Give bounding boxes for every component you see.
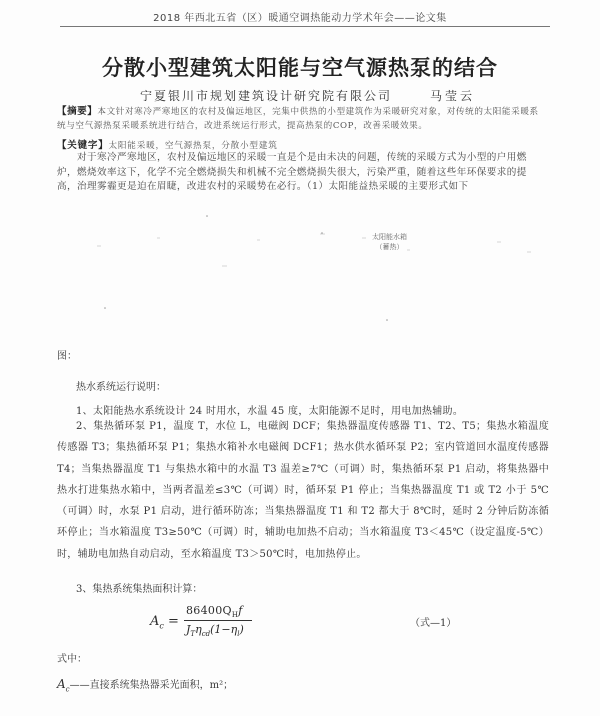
equation-numerator: $86400Q_Hf$ [186,604,243,620]
faint-diagram-marks [97,234,531,266]
equation-denominator: $J_T\eta_{cd}(1-\eta_l)$ [186,623,244,639]
author-name: 马莹云 [430,89,476,103]
equation-tag: （式—1） [410,618,457,629]
system-diagram [57,188,547,338]
intro-paragraph: 对于寒冷严寒地区，农村及偏远地区的采暖一直是个是由未决的问题，传统的采暖方式为小型的户用燃炉，燃烧效率这下，化学不完全燃烧损失和机械不完全燃烧损失很大，污染严重，随着这些年环保要求的提高，治理雾霾更是迫在眉睫，改进农村的采暖势在必行。（1）太阳能益热采暖的主要形式如下 [57,152,527,192]
def-text: ——直接系统集热器采光面积，m²； [69,680,234,691]
header-rule [60,26,550,27]
abstract-text: 本文针对寒冷严寒地区的农村及偏远地区，完集中供热的小型建筑作为采暖研究对象，对传统的太阳能采暖系统与空气源热泵采暖系统进行结合，改进系统运行形式，提高热泵的COP，改善采暖效果。 [57,107,539,131]
running-head: 2018 年西北五省（区）暖通空调热能动力学术年会——论文集 [153,13,447,24]
keywords [57,137,543,151]
abstract [57,105,543,133]
area-equation [150,600,310,650]
list-item-3: 3、集热系统集热面积计算： [76,584,203,595]
abstract-tag: 【摘要】 [57,106,98,117]
where-label: 式中： [57,654,87,665]
solar-tank-label [372,232,407,252]
list-item-1: 1、太阳能热水系统设计 24 时用水，水温 45 度，太阳能源不足时，用电加热辅助。 [76,406,464,417]
equation-equals: = [168,614,179,629]
keywords-text: 太阳能采暖，空气源热泵，分散小型建筑 [108,141,278,151]
list-item-2: 2、集热循环泵 P1，温度 T，水位 L，电磁阀 DCF；集热器温度传感器 T1、T2、T5；集热水箱温度传感器 T3；集热循环泵 P1；集热水箱补水电磁阀 DCF1；热水供水循环泵 P2；室内管道回水温度传感器 T4；当集热器温度 T1 与集热水箱中的水温 T3 温差≥7℃（可调）时，集热循环泵 P1 启动，将集热器中热水打进集热水箱中，当两者温差≤3℃（可调）时，循环泵 P1 停止；当集热器温度 T1 或 T2 小于 5℃（可调）时，水泵 P1 启动，进行循环防冻；当集热器温度 T1 和 T2 都大于 8℃时，延时 2 分钟后防冻循环停止；当水箱温度 T3≥50℃（可调）时，辅助电加热不启动；当水箱温度 T3＜45℃（设定温度-5℃）时，辅助电加热自动启动，至水箱温度 T3＞50℃时，电加热停止。 [57,421,549,560]
equation-lhs: $A_c$ [150,614,164,631]
affiliation: 宁夏银川市规划建筑设计研究院有限公司 [140,89,393,103]
fraction-bar [184,620,252,621]
keywords-tag: 【关键字】 [57,140,109,151]
solar-tank-label-line2: （蓄热） [375,243,404,251]
diagram-dots [104,215,388,321]
paper-title: 分散小型建筑太阳能与空气源热泵的结合 [102,56,498,80]
symbol-definition [57,676,233,693]
section-title: 热水系统运行说明： [76,382,166,393]
figure-caption: 图： [57,351,77,362]
solar-tank-label-line1: 太阳能水箱 [372,233,407,241]
def-symbol: $A_c$ [57,677,70,694]
